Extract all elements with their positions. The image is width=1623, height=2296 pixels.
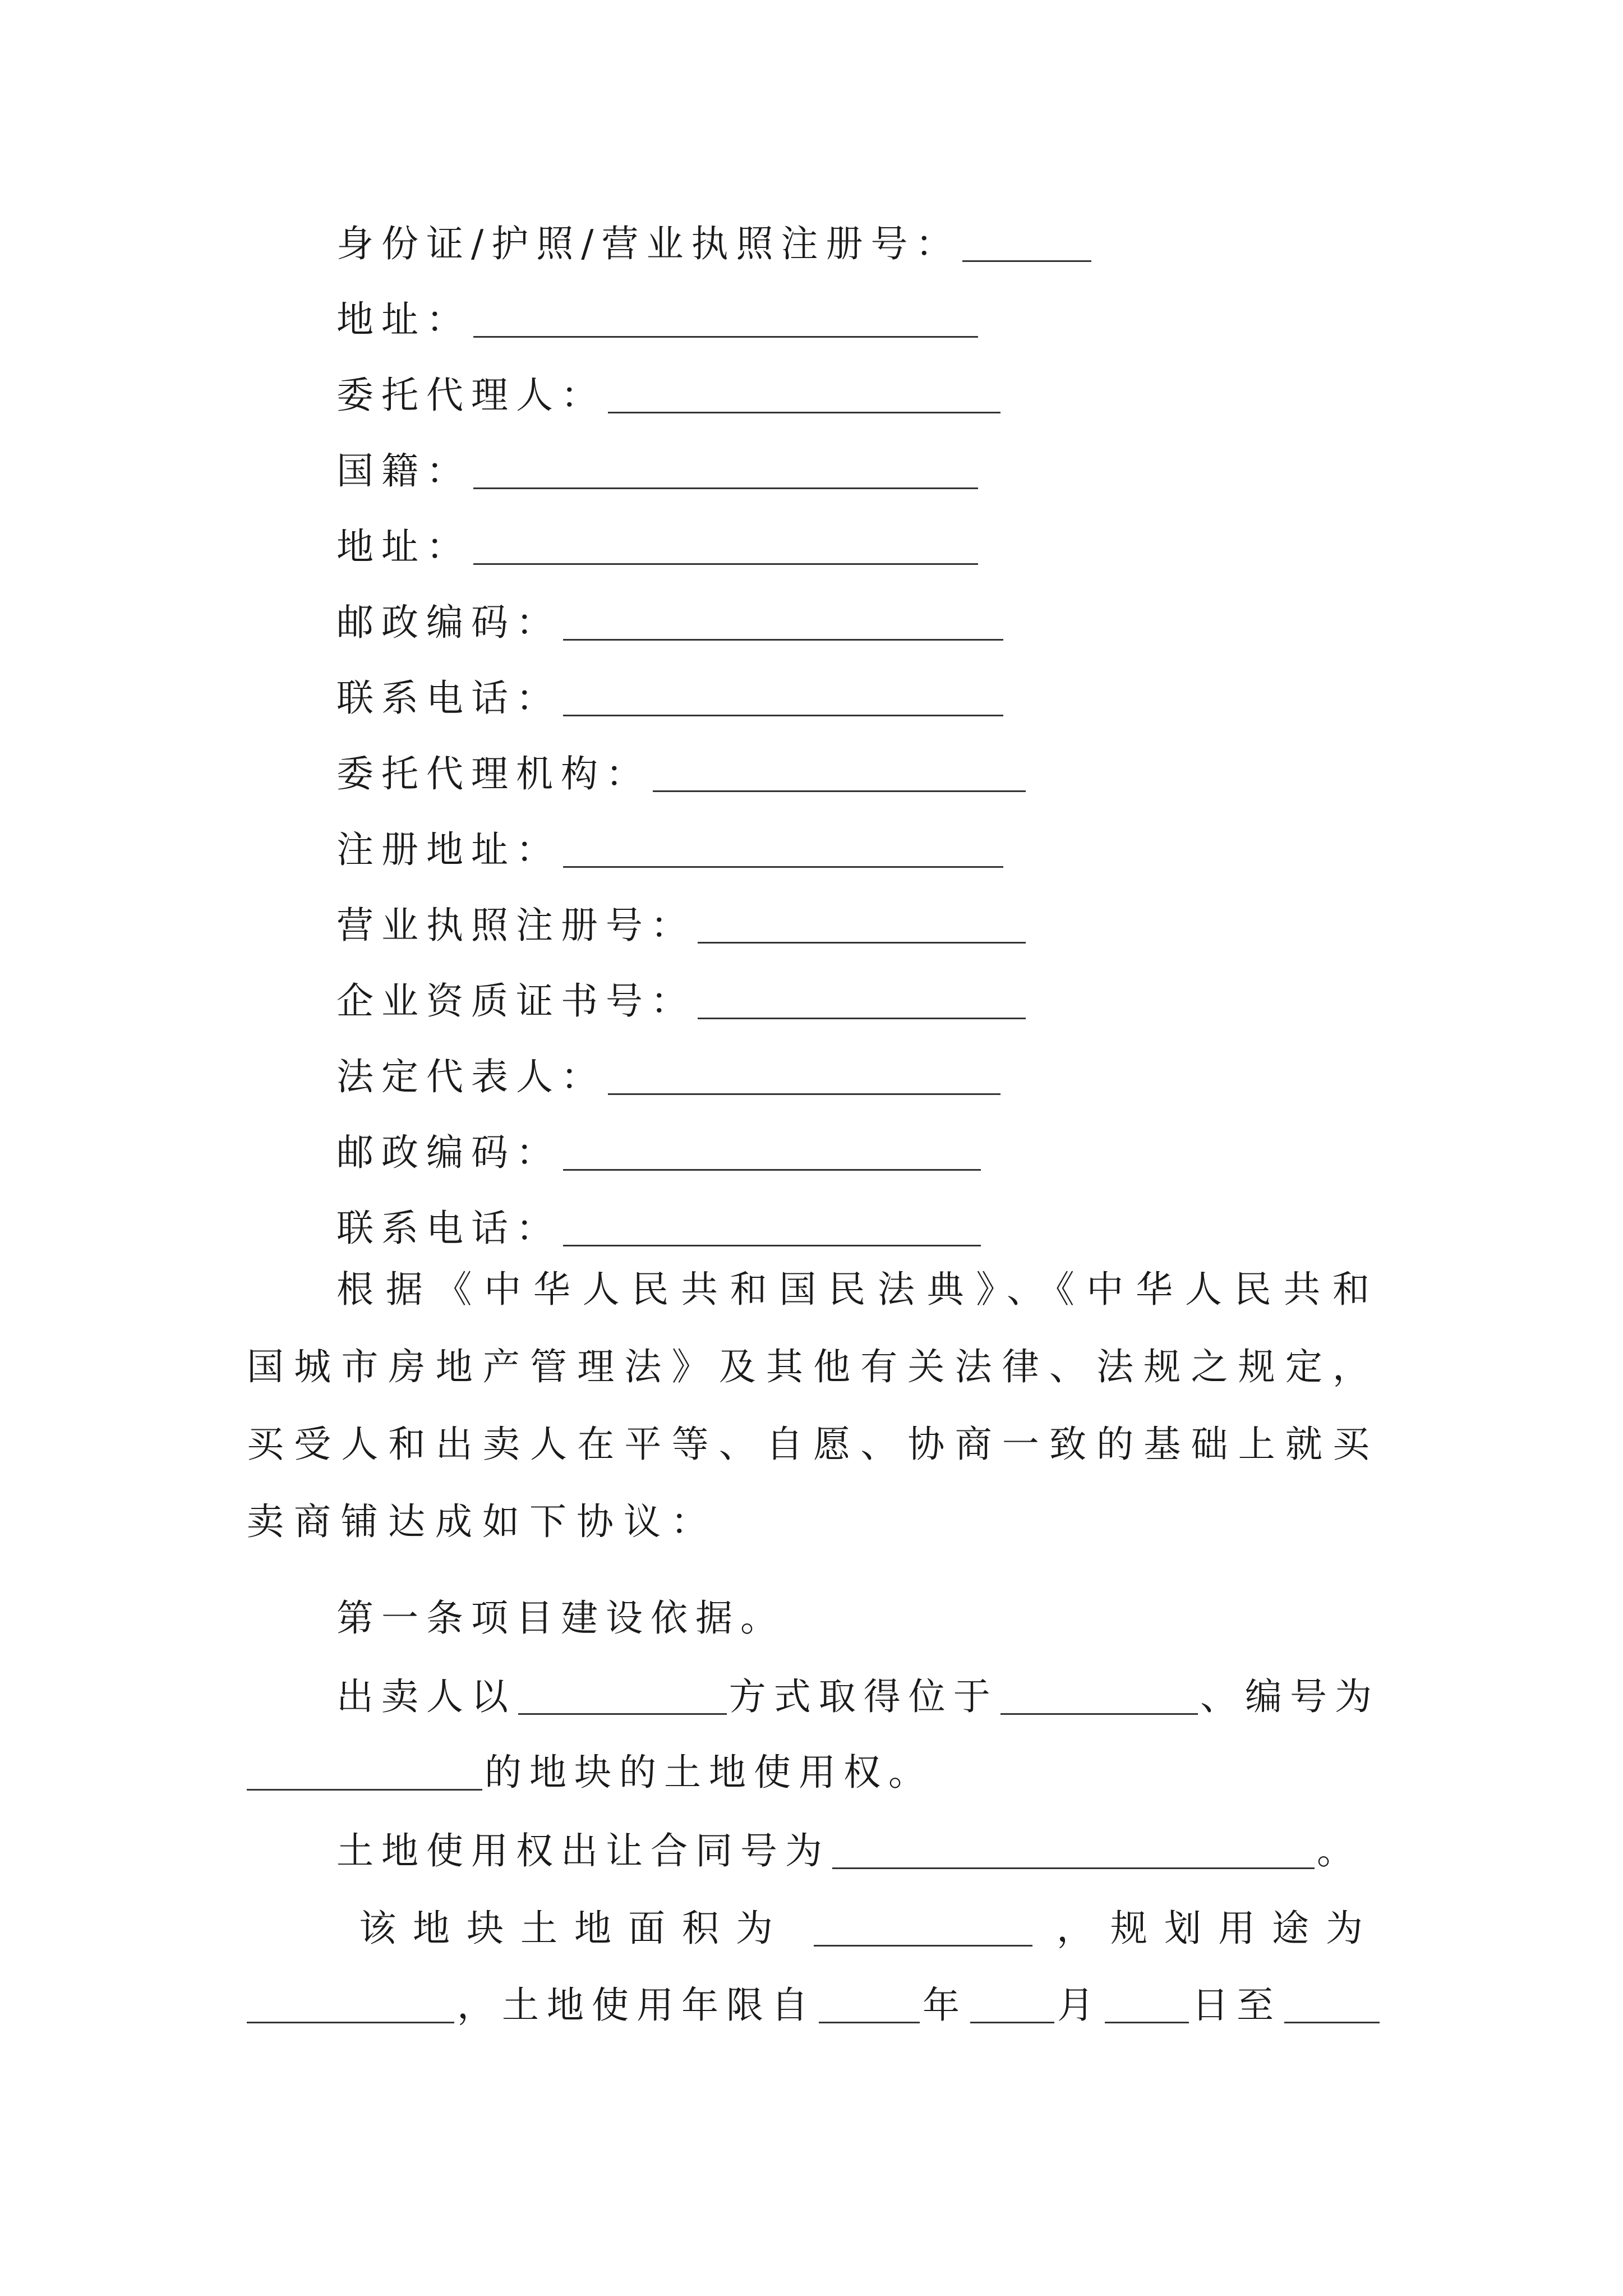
postcode-field-2	[336, 1125, 983, 1181]
blank-line[interactable]	[653, 757, 1026, 792]
field-label: 企业资质证书号：	[336, 979, 695, 1023]
field-label: 委托代理人：	[336, 374, 606, 417]
seller-land-line-2: 的地块的土地使用权。	[247, 1745, 933, 1801]
blank-line[interactable]	[563, 1211, 981, 1246]
blank-line[interactable]	[473, 454, 978, 489]
blank-line[interactable]	[473, 530, 978, 565]
year-blank[interactable]	[819, 1988, 920, 2023]
nationality-field	[336, 443, 980, 499]
license-number-field	[336, 898, 1028, 954]
field-label: 国籍：	[336, 449, 471, 493]
blank-line[interactable]	[698, 908, 1026, 944]
contract-number-line: 土地使用权出让合同号为 。	[336, 1829, 1362, 1872]
blank-line[interactable]	[962, 227, 1091, 262]
field-label: 委托代理机构：	[336, 752, 651, 795]
address-field-2	[336, 519, 980, 575]
location-blank[interactable]	[1000, 1680, 1198, 1715]
seller-land-line: 出卖人以 方式取得位于 、编号为	[336, 1675, 1380, 1718]
field-label: 身份证/护照/营业执照注册号：	[336, 222, 961, 265]
article-title: 第一条项目建设依据。	[336, 1596, 785, 1640]
field-label: 地址：	[336, 525, 471, 568]
blank-line[interactable]	[473, 302, 978, 338]
usage-blank[interactable]	[247, 1988, 454, 2023]
blank-line[interactable]	[563, 605, 1003, 641]
phone-field-2	[336, 1200, 983, 1257]
field-label: 注册地址：	[336, 828, 561, 871]
postcode-field	[336, 595, 1006, 651]
field-label: 联系电话：	[336, 677, 561, 720]
end-year-blank[interactable]	[1284, 1988, 1380, 2023]
agent-field	[336, 367, 1003, 424]
qualification-field	[336, 973, 1028, 1029]
land-area-line: 该地块土地面积为 ，规划用途为	[359, 1907, 1380, 1950]
field-label: 联系电话：	[336, 1207, 561, 1250]
intro-paragraph: 根据《中华人民共和国民法典》、《中华人民共和国城市房地产管理法》及其他有关法律、法规之规定，买受人和出卖人在平等、自愿、协商一致的基础上就买卖商铺达成如下协议：	[247, 1268, 1380, 1543]
legal-rep-field	[336, 1049, 1003, 1105]
month-blank[interactable]	[970, 1988, 1054, 2023]
blank-line[interactable]	[608, 1060, 1000, 1095]
blank-line[interactable]	[608, 378, 1000, 413]
field-label: 法定代表人：	[336, 1055, 606, 1098]
plot-number-blank[interactable]	[247, 1755, 482, 1791]
day-blank[interactable]	[1105, 1988, 1189, 2023]
agency-field	[336, 746, 1028, 802]
field-label: 邮政编码：	[336, 1131, 561, 1174]
blank-line[interactable]	[563, 1135, 981, 1171]
blank-line[interactable]	[563, 832, 1003, 868]
field-label: 邮政编码：	[336, 601, 561, 644]
address-field	[336, 292, 980, 348]
field-label: 营业执照注册号：	[336, 904, 695, 947]
contract-number-blank[interactable]	[832, 1834, 1315, 1869]
blank-line[interactable]	[698, 984, 1026, 1019]
method-blank[interactable]	[518, 1680, 727, 1715]
area-blank[interactable]	[814, 1911, 1032, 1947]
registered-address-field	[336, 822, 1006, 878]
land-term-line: ，土地使用年限自 年 月 日至	[247, 1977, 1380, 2033]
id-number-field	[336, 216, 1094, 272]
phone-field	[336, 670, 1006, 726]
field-label: 地址：	[336, 298, 471, 341]
blank-line[interactable]	[563, 681, 1003, 716]
